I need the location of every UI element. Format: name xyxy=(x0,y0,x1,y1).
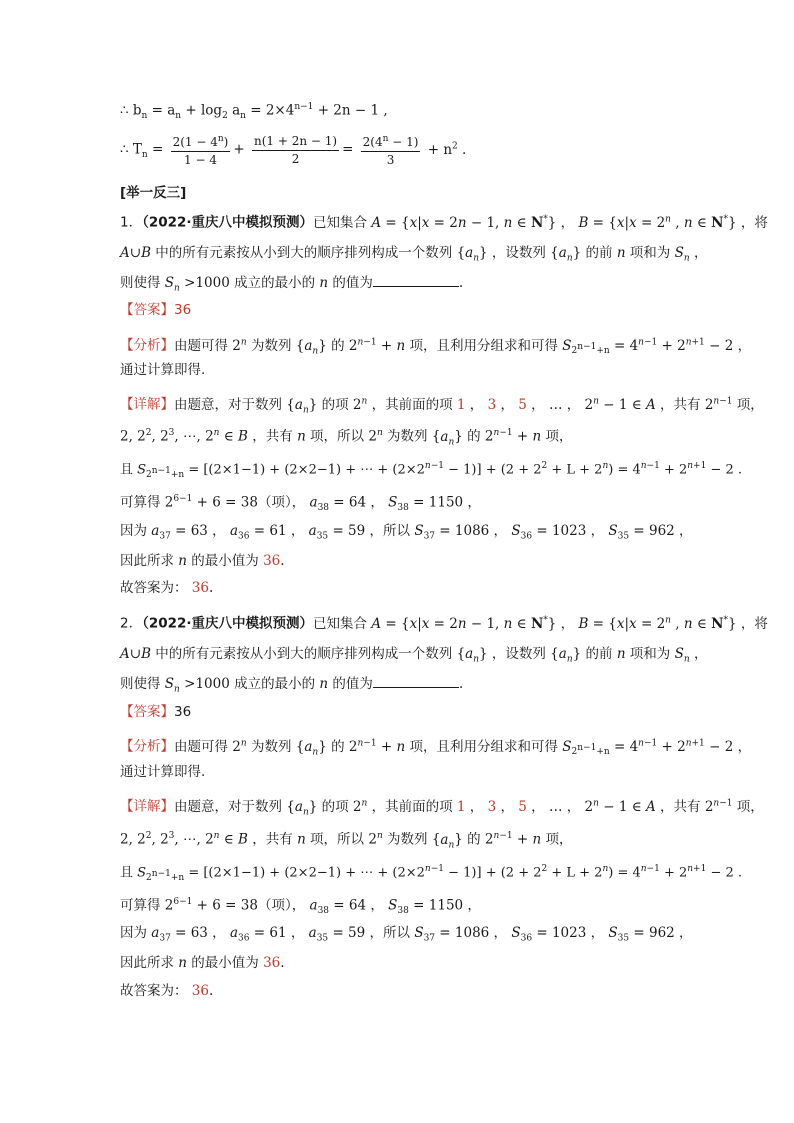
answer-tag: 【答案】 xyxy=(120,302,174,318)
problem-2-detail-1 xyxy=(120,793,764,822)
tn-prefix: ∴ T xyxy=(120,141,142,158)
problem-2-detail-2: 2, $2^2$, $2^3$, ⋯, 2$^n$ ∈ B ，共有 n 项，所以 2$^n$ 为数列 $\{a_n\}$ 的 $2^{n-1} + n$ 项， xyxy=(120,831,573,851)
section-title: [举一反三] xyxy=(120,185,187,201)
problem-stem-3: 则使得 $S_n >1000$ 成立的最小的 n 的值为 xyxy=(120,275,373,294)
tn-frac1-den: 1 − 4 xyxy=(184,153,217,167)
problem-stem-3: 则使得 $S_n >1000$ 成立的最小的 n 的值为 xyxy=(120,676,373,695)
tn-formula: ∴ $T_n$ = $\frac{2(1 - 4^n)}{1 - 4}$ + $\frac{n(1 + 2n - 1)}{2}$ = $\frac{2(4^n - 1)}{3}$ + $n^2$ . xyxy=(120,133,467,167)
problem-1-analysis-2: 通过计算即得. xyxy=(120,362,206,378)
problem-1-detail-2: 2, $2^2$, $2^3$, ⋯, 2$^n$ ∈ B ，共有 n 项，所以 2$^n$ 为数列 $\{a_n\}$ 的 $2^{n-1} + n$ 项， xyxy=(120,428,573,448)
problem-1-stem-line-3: 则使得 $S_n >1000$ 成立的最小的 n 的值为 . xyxy=(120,272,463,299)
tn-frac3-num: $2(4^n - 1)$ xyxy=(361,132,421,152)
tn-frac1-num: $2(1 - 4^n)$ xyxy=(171,132,231,152)
problem-1-detail-5: 因为 $a_{37} = 63$ ， $a_{36} = 61$ ， $a_{35} = 59$ ，所以 $S_{37} = 1086$ ， $S_{36} = 1023$ ， $S_{35} = 962$ ， xyxy=(120,523,693,542)
detail-tag: 【详解】 xyxy=(120,396,174,413)
detail-text: 由题意，对于数列 $\{a_n\}$ 的项 2$^n$ ，其前面的项 1 ， 3 ， 5 ， … ， $2^n - 1$ ∈ A ，共有 $2^{n-1}$ 项， xyxy=(174,798,764,818)
problem-1-detail-1 xyxy=(120,391,764,420)
problem-2-stem-line-2: A∪B 中的所有元素按从小到大的顺序排列构成一个数列 $\{a_n\}$ ，设数列 $\{a_n\}$ 的前 n 项和为 $S_n$ ， xyxy=(120,646,708,665)
answer-blank xyxy=(373,673,459,688)
problem-2-detail-6: 因此所求 n 的最小值为 36. xyxy=(120,955,285,971)
tn-fraction-1 xyxy=(171,132,231,168)
problem-2-detail-5: 因为 $a_{37} = 63$ ， $a_{36} = 61$ ， $a_{35} = 59$ ，所以 $S_{37} = 1086$ ， $S_{36} = 1023$ ， $S_{35} = 962$ ， xyxy=(120,925,693,944)
problem-2-stem-line-3: 则使得 $S_n >1000$ 成立的最小的 n 的值为 . xyxy=(120,673,463,700)
problem-2-detail-3: 且 $S_{2^{n-1}+n} = [(2\times 1-1) + (2\times 2-1)$ + ⋯ + $(2\times 2^{n-1} - 1)] + (2 + 2^2 + L + 2^n) = 4^{n-1} + 2^{n+1} - 2$ . xyxy=(120,864,743,883)
tn-suffix: + $n^2$ . xyxy=(427,141,467,158)
problem-1-answer xyxy=(120,300,191,320)
problem-1-detail-3: 且 $S_{2^{n-1}+n} = [(2\times 1-1) + (2\times 2-1)$ + ⋯ + $(2\times 2^{n-1} - 1)] + (2 + 2^2 + L + 2^n) = 4^{n-1} + 2^{n+1} - 2$ . xyxy=(120,461,743,480)
answer-value: 36 xyxy=(174,704,192,720)
tn-fraction-2 xyxy=(252,134,339,167)
problem-1-stem-line-1 xyxy=(120,209,768,233)
problem-number: 1． xyxy=(120,214,143,231)
answer-blank xyxy=(373,272,459,287)
detail-tag: 【详解】 xyxy=(120,798,174,815)
answer-tag: 【答案】 xyxy=(120,704,174,720)
problem-2-detail-7: 故答案为： 36. xyxy=(120,983,214,999)
tn-frac3-den: 3 xyxy=(386,153,395,167)
analysis-tag: 【分析】 xyxy=(120,337,174,354)
problem-2-analysis xyxy=(120,733,751,762)
analysis-tag: 【分析】 xyxy=(120,738,174,755)
problem-1-analysis xyxy=(120,332,751,361)
analysis-text: 由题可得 2$^n$ 为数列 $\{a_n\}$ 的 $2^{n-1} + n$ 项，且利用分组求和可得 $S_{2^{n-1}+n} = 4^{n-1} + 2^{n+1} - 2$ ， xyxy=(174,337,752,357)
detail-text: 由题意，对于数列 $\{a_n\}$ 的项 2$^n$ ，其前面的项 1 ， 3 ， 5 ， … ， $2^n - 1$ ∈ A ，共有 $2^{n-1}$ 项， xyxy=(174,396,764,416)
tn-frac2-num: n(1 + 2n − 1) xyxy=(252,134,339,151)
problem-number: 2． xyxy=(120,615,143,632)
problem-1-stem-line-2: A∪B 中的所有元素按从小到大的顺序排列构成一个数列 $\{a_n\}$ ，设数列 $\{a_n\}$ 的前 n 项和为 $S_n$ ， xyxy=(120,245,708,264)
problem-2-answer xyxy=(120,702,191,722)
problem-stem: 已知集合 A = {x|x = 2n − 1, n ∈ N*} ， $B = \{x|x = 2^n$ , n ∈ N*} ，将 xyxy=(313,214,768,231)
tn-frac2-den: 2 xyxy=(291,151,300,166)
problem-stem: 已知集合 A = {x|x = 2n − 1, n ∈ N*} ， $B = \{x|x = 2^n$ , n ∈ N*} ，将 xyxy=(313,615,768,632)
problem-1-detail-4: 可算得 $2^{6-1} + 6 = 38$（项）， $a_{38} = 64$ ， $S_{38} = 1150$ ， xyxy=(120,494,481,514)
bn-formula: ∴ $b_n = a_n + \log_2 a_n = 2\times 4^{n-1} + 2n - 1$ , xyxy=(120,102,388,122)
answer-value: 36 xyxy=(174,302,192,318)
problem-2-analysis-2: 通过计算即得. xyxy=(120,764,206,780)
problem-source: （2022·重庆八中模拟预测） xyxy=(142,615,314,632)
problem-2-detail-4: 可算得 $2^{6-1} + 6 = 38$（项）， $a_{38} = 64$ ， $S_{38} = 1150$ ， xyxy=(120,897,481,917)
problem-source: （2022·重庆八中模拟预测） xyxy=(142,214,314,231)
tn-fraction-3 xyxy=(361,132,421,168)
problem-1-detail-6: 因此所求 n 的最小值为 36. xyxy=(120,553,285,569)
problem-1-detail-7: 故答案为： 36. xyxy=(120,580,214,596)
analysis-text: 由题可得 2$^n$ 为数列 $\{a_n\}$ 的 $2^{n-1} + n$ 项，且利用分组求和可得 $S_{2^{n-1}+n} = 4^{n-1} + 2^{n+1} - 2$ ， xyxy=(174,738,752,758)
problem-2-stem-line-1 xyxy=(120,610,768,634)
